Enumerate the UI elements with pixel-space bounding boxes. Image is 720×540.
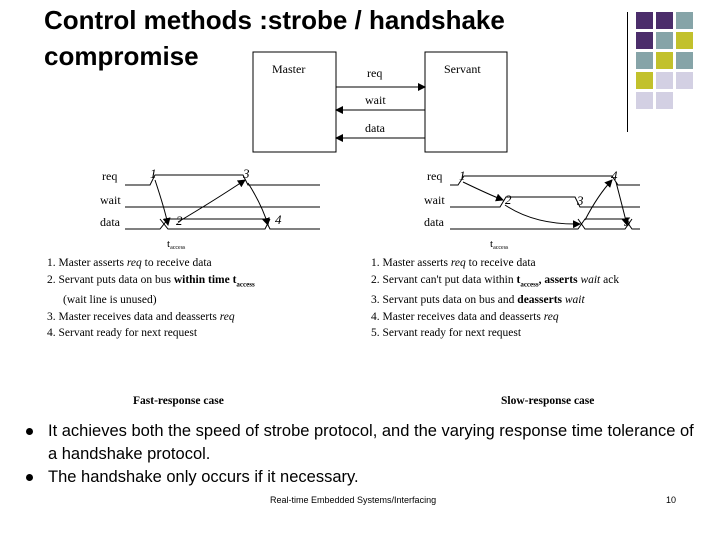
wait-arrow-label: wait [365,93,386,107]
left-signal-data: data [100,215,120,229]
bullet-list [26,420,698,489]
left-step-2: 2. Servant puts data on bus within time $t_{access}$ [47,273,255,288]
right-data-waveform [450,219,640,229]
left-causal-arrow-1 [155,180,168,225]
right-marker-2: 2 [505,192,512,207]
left-marker-3: 3 [243,166,250,181]
left-marker-2: 2 [176,213,183,228]
left-caption: Fast-response case [133,395,224,407]
right-steps-list [371,255,619,342]
right-marker-5: 5 [624,214,631,229]
right-causal-arrow-3 [585,180,612,220]
right-causal-arrow-1 [463,182,503,200]
right-marker-1: 1 [459,168,466,183]
right-marker-4: 4 [611,168,618,183]
slide-title: Control methods :strobe / handshake compromise [44,5,505,71]
left-signal-wait: wait [100,193,121,207]
right-causal-arrow-2 [505,205,580,224]
left-marker-4: 4 [275,212,282,227]
right-signal-wait: wait [424,193,445,207]
left-signal-req: req [102,169,118,183]
right-step-4: 4. Master receives data and deasserts req [371,310,559,323]
right-caption: Slow-response case [501,395,595,407]
right-wait-waveform [450,197,640,207]
page-number: 10 [666,495,677,505]
left-steps-list [47,255,255,342]
req-arrow-label: req [367,66,383,80]
left-step-2b: (wait line is unused) [63,294,157,307]
data-arrow-label: data [365,121,385,135]
left-step-3: 3. Master receives data and deasserts req [47,310,235,323]
bullet-item: It achieves both the speed of strobe protocol, and the varying response time tolerance of a handshake protocol. [26,420,698,466]
right-marker-3: 3 [577,193,584,208]
bullet-dot [26,474,33,481]
servant-label: Servant [444,62,481,76]
right-t-access-label: taccess [490,238,509,251]
bullet-dot [26,428,33,435]
left-causal-arrow-2 [178,180,245,222]
footer-text: Real-time Embedded Systems/Interfacing [270,495,437,505]
master-label: Master [272,62,306,76]
left-t-access-label: taccess [167,238,186,251]
right-step-1: 1. Master asserts req to receive data [371,257,536,269]
bullet-item: The handshake only occurs if it necessary. [26,466,698,489]
left-marker-1: 1 [150,166,157,181]
right-signal-data: data [424,215,444,229]
right-step-3: 3. Servant puts data on bus and deasserts wait [371,294,585,307]
left-data-waveform [125,219,320,229]
right-signal-req: req [427,169,443,183]
left-step-4: 4. Servant ready for next request [47,327,198,340]
right-step-2: 2. Servant can't put data within $t_{access}$, asserts wait ack [371,273,620,288]
left-step-1: 1. Master asserts req to receive data [47,257,212,269]
right-step-5: 5. Servant ready for next request [371,327,522,340]
